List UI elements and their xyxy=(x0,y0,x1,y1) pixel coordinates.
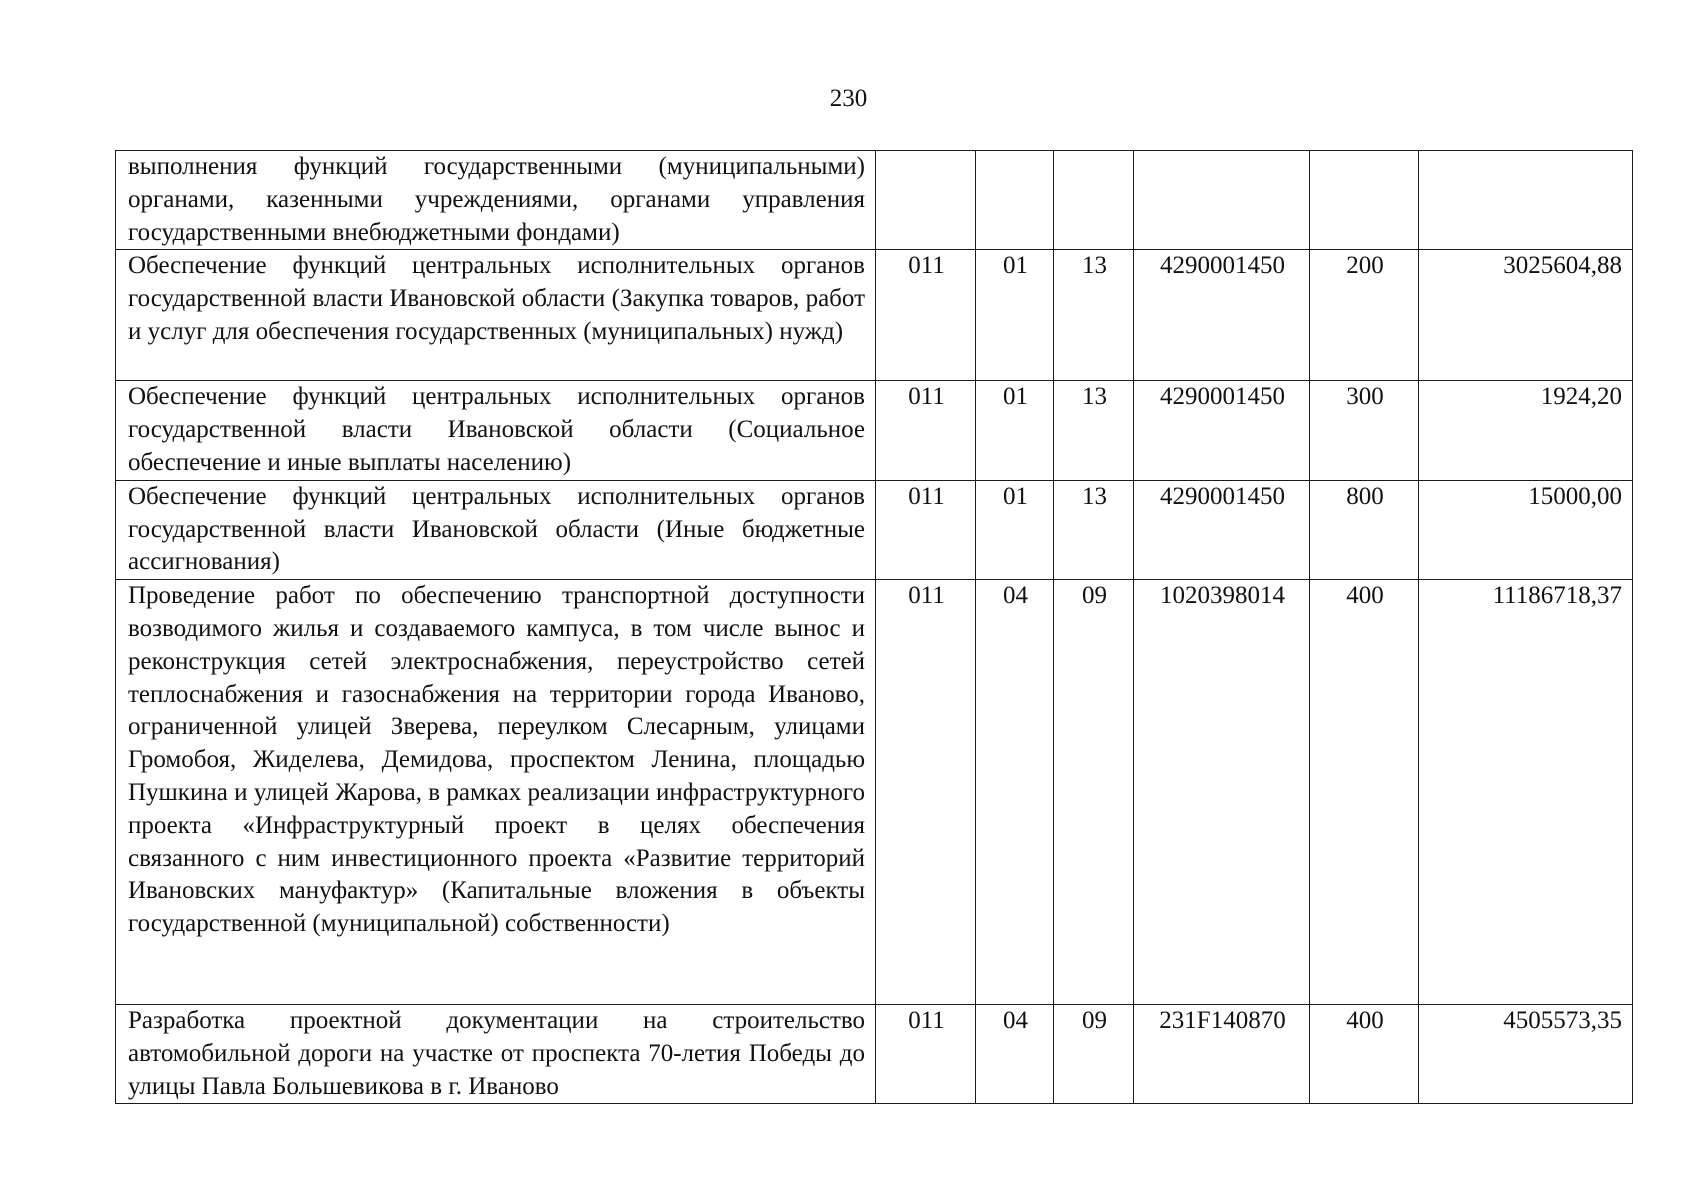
row-ministry-code: 011 xyxy=(876,1005,976,1104)
row-expense-type: 200 xyxy=(1310,250,1419,381)
row-ministry-code: 011 xyxy=(876,580,976,1005)
row-expense-type: 300 xyxy=(1310,381,1419,480)
row-expense-type xyxy=(1310,151,1419,250)
row-section-code: 01 xyxy=(976,381,1054,480)
row-target-code: 1020398014 xyxy=(1134,580,1310,1005)
page-number: 230 xyxy=(829,85,868,112)
row-amount xyxy=(1419,151,1633,250)
row-description xyxy=(116,1005,876,1104)
row-subsection-code: 13 xyxy=(1054,250,1134,381)
table-row xyxy=(116,250,1633,381)
row-ministry-code xyxy=(876,151,976,250)
row-amount: 4505573,35 xyxy=(1419,1005,1633,1104)
row-description: Проведение работ по обеспечению транспортной доступности возводимого жилья и создаваемого кампуса, в том числе вынос и реконструкция сетей электроснабжения, переустройство сетей теплоснабжения и газоснабжения на территории города Иваново, ограниченной улицей Зверева, переулком Слесарным, улицами Громобоя, Жиделева, Демидова, проспектом Ленина, площадью Пушкина и улицей Жарова, в рамках реализации инфраструктурного проекта «Инфраструктурный проект в целях обеспечения связанного с ним инвестиционного проекта «Развитие территорий Ивановских мануфактур» (Капитальные вложения в объекты государственной (муниципальной) собственности) xyxy=(116,580,876,1005)
row-description: Обеспечение функций центральных исполнительных органов государственной власти Ивановской области (Социальное обеспечение и иные выплаты населению) xyxy=(116,381,876,480)
row-description-text: Разработка проектной документации на строительство автомобильной дороги на участке от проспекта 70-летия Победы до улицы Павла Большевикова в г. Иваново xyxy=(128,1007,865,1100)
row-description: Обеспечение функций центральных исполнительных органов государственной власти Ивановской области (Закупка товаров, работ и услуг для обеспечения государственных (муниципальных) нужд) xyxy=(116,250,876,381)
row-section-code xyxy=(976,151,1054,250)
table-row xyxy=(116,381,1633,480)
row-subsection-code: 13 xyxy=(1054,480,1134,579)
row-ministry-code: 011 xyxy=(876,250,976,381)
table-row xyxy=(116,580,1633,1005)
row-section-code: 04 xyxy=(976,580,1054,1005)
row-description: Обеспечение функций центральных исполнительных органов государственной власти Ивановской области (Иные бюджетные ассигнования) xyxy=(116,480,876,579)
table-row xyxy=(116,480,1633,579)
row-target-code: 231F140870 xyxy=(1134,1005,1310,1104)
row-expense-type: 400 xyxy=(1310,1005,1419,1104)
row-amount: 11186718,37 xyxy=(1419,580,1633,1005)
row-expense-type: 400 xyxy=(1310,580,1419,1005)
row-subsection-code: 09 xyxy=(1054,1005,1134,1104)
row-expense-type: 800 xyxy=(1310,480,1419,579)
row-ministry-code: 011 xyxy=(876,480,976,579)
row-subsection-code: 09 xyxy=(1054,580,1134,1005)
row-section-code: 04 xyxy=(976,1005,1054,1104)
row-target-code: 4290001450 xyxy=(1134,381,1310,480)
row-target-code: 4290001450 xyxy=(1134,250,1310,381)
row-subsection-code xyxy=(1054,151,1134,250)
row-amount: 1924,20 xyxy=(1419,381,1633,480)
row-amount: 15000,00 xyxy=(1419,480,1633,579)
row-description: выполнения функций государственными (муниципальными) органами, казенными учреждениями, органами управления государственными внебюджетными фондами) xyxy=(116,151,876,250)
table-row xyxy=(116,151,1633,250)
row-subsection-code: 13 xyxy=(1054,381,1134,480)
table-row xyxy=(116,1005,1633,1104)
row-target-code xyxy=(1134,151,1310,250)
row-ministry-code: 011 xyxy=(876,381,976,480)
row-amount: 3025604,88 xyxy=(1419,250,1633,381)
row-section-code: 01 xyxy=(976,250,1054,381)
row-section-code: 01 xyxy=(976,480,1054,579)
row-target-code: 4290001450 xyxy=(1134,480,1310,579)
budget-allocation-table xyxy=(115,150,1633,1104)
